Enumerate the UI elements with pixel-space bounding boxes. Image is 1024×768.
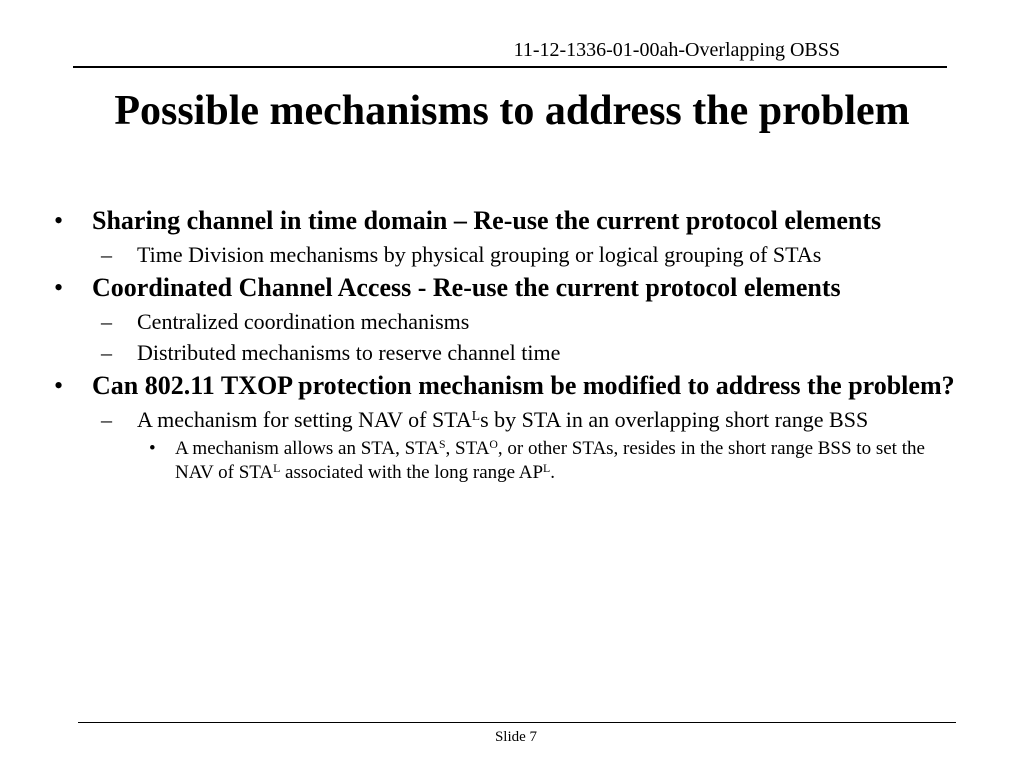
text-segment: A mechanism for setting NAV of STA: [137, 407, 472, 432]
bullet-icon: •: [149, 438, 156, 459]
document-id-header: 11-12-1336-01-00ah-Overlapping OBSS: [513, 39, 840, 61]
footer-divider: [78, 722, 956, 723]
header-divider: [73, 66, 947, 68]
text-segment: s by STA in an overlapping short range BSS: [480, 407, 869, 432]
bullet-item: [50, 273, 955, 303]
sub-bullet-item: [50, 340, 955, 365]
slide-title: Possible mechanisms to address the problem: [114, 88, 910, 134]
superscript: L: [273, 461, 281, 475]
slide-number: Slide 7: [494, 729, 538, 745]
dash-icon: –: [101, 407, 112, 432]
bullet-text: Sharing channel in time domain – Re-use the current protocol elements: [92, 206, 882, 235]
text-segment: .: [550, 462, 555, 483]
dash-icon: –: [101, 340, 112, 365]
bullet-icon: •: [54, 371, 64, 400]
sub-bullet-text: Centralized coordination mechanisms: [137, 309, 470, 334]
sub-bullet-text: Distributed mechanisms to reserve channel time: [137, 340, 561, 365]
sub-sub-bullet-text: [175, 438, 925, 483]
text-segment: , STA: [445, 438, 490, 459]
superscript: L: [471, 407, 481, 423]
text-segment: associated with the long range AP: [280, 462, 544, 483]
sub-bullet-item: [50, 407, 955, 432]
sub-bullet-text: Time Division mechanisms by physical grouping or logical grouping of STAs: [137, 242, 822, 267]
sub-bullet-item: [50, 242, 955, 267]
bullet-icon: •: [54, 273, 64, 302]
sub-bullet-text: [137, 407, 868, 432]
superscript: S: [439, 437, 446, 451]
sub-sub-bullet-item: [50, 437, 955, 485]
text-segment: A mechanism allows an STA, STA: [175, 438, 439, 459]
bullet-text: Coordinated Channel Access - Re-use the current protocol elements: [92, 273, 841, 302]
bullet-text: Can 802.11 TXOP protection mechanism be modified to address the problem?: [92, 371, 955, 400]
slide-content: [50, 206, 955, 485]
bullet-icon: •: [54, 206, 64, 235]
sub-bullet-item: [50, 309, 955, 334]
bullet-item: [50, 206, 955, 236]
superscript: L: [543, 461, 551, 475]
text-segment: , or other STAs, resides in the short range BSS to set the NAV of STA: [175, 438, 925, 483]
superscript: O: [489, 437, 498, 451]
dash-icon: –: [101, 242, 112, 267]
bullet-item: [50, 371, 955, 401]
dash-icon: –: [101, 309, 112, 334]
